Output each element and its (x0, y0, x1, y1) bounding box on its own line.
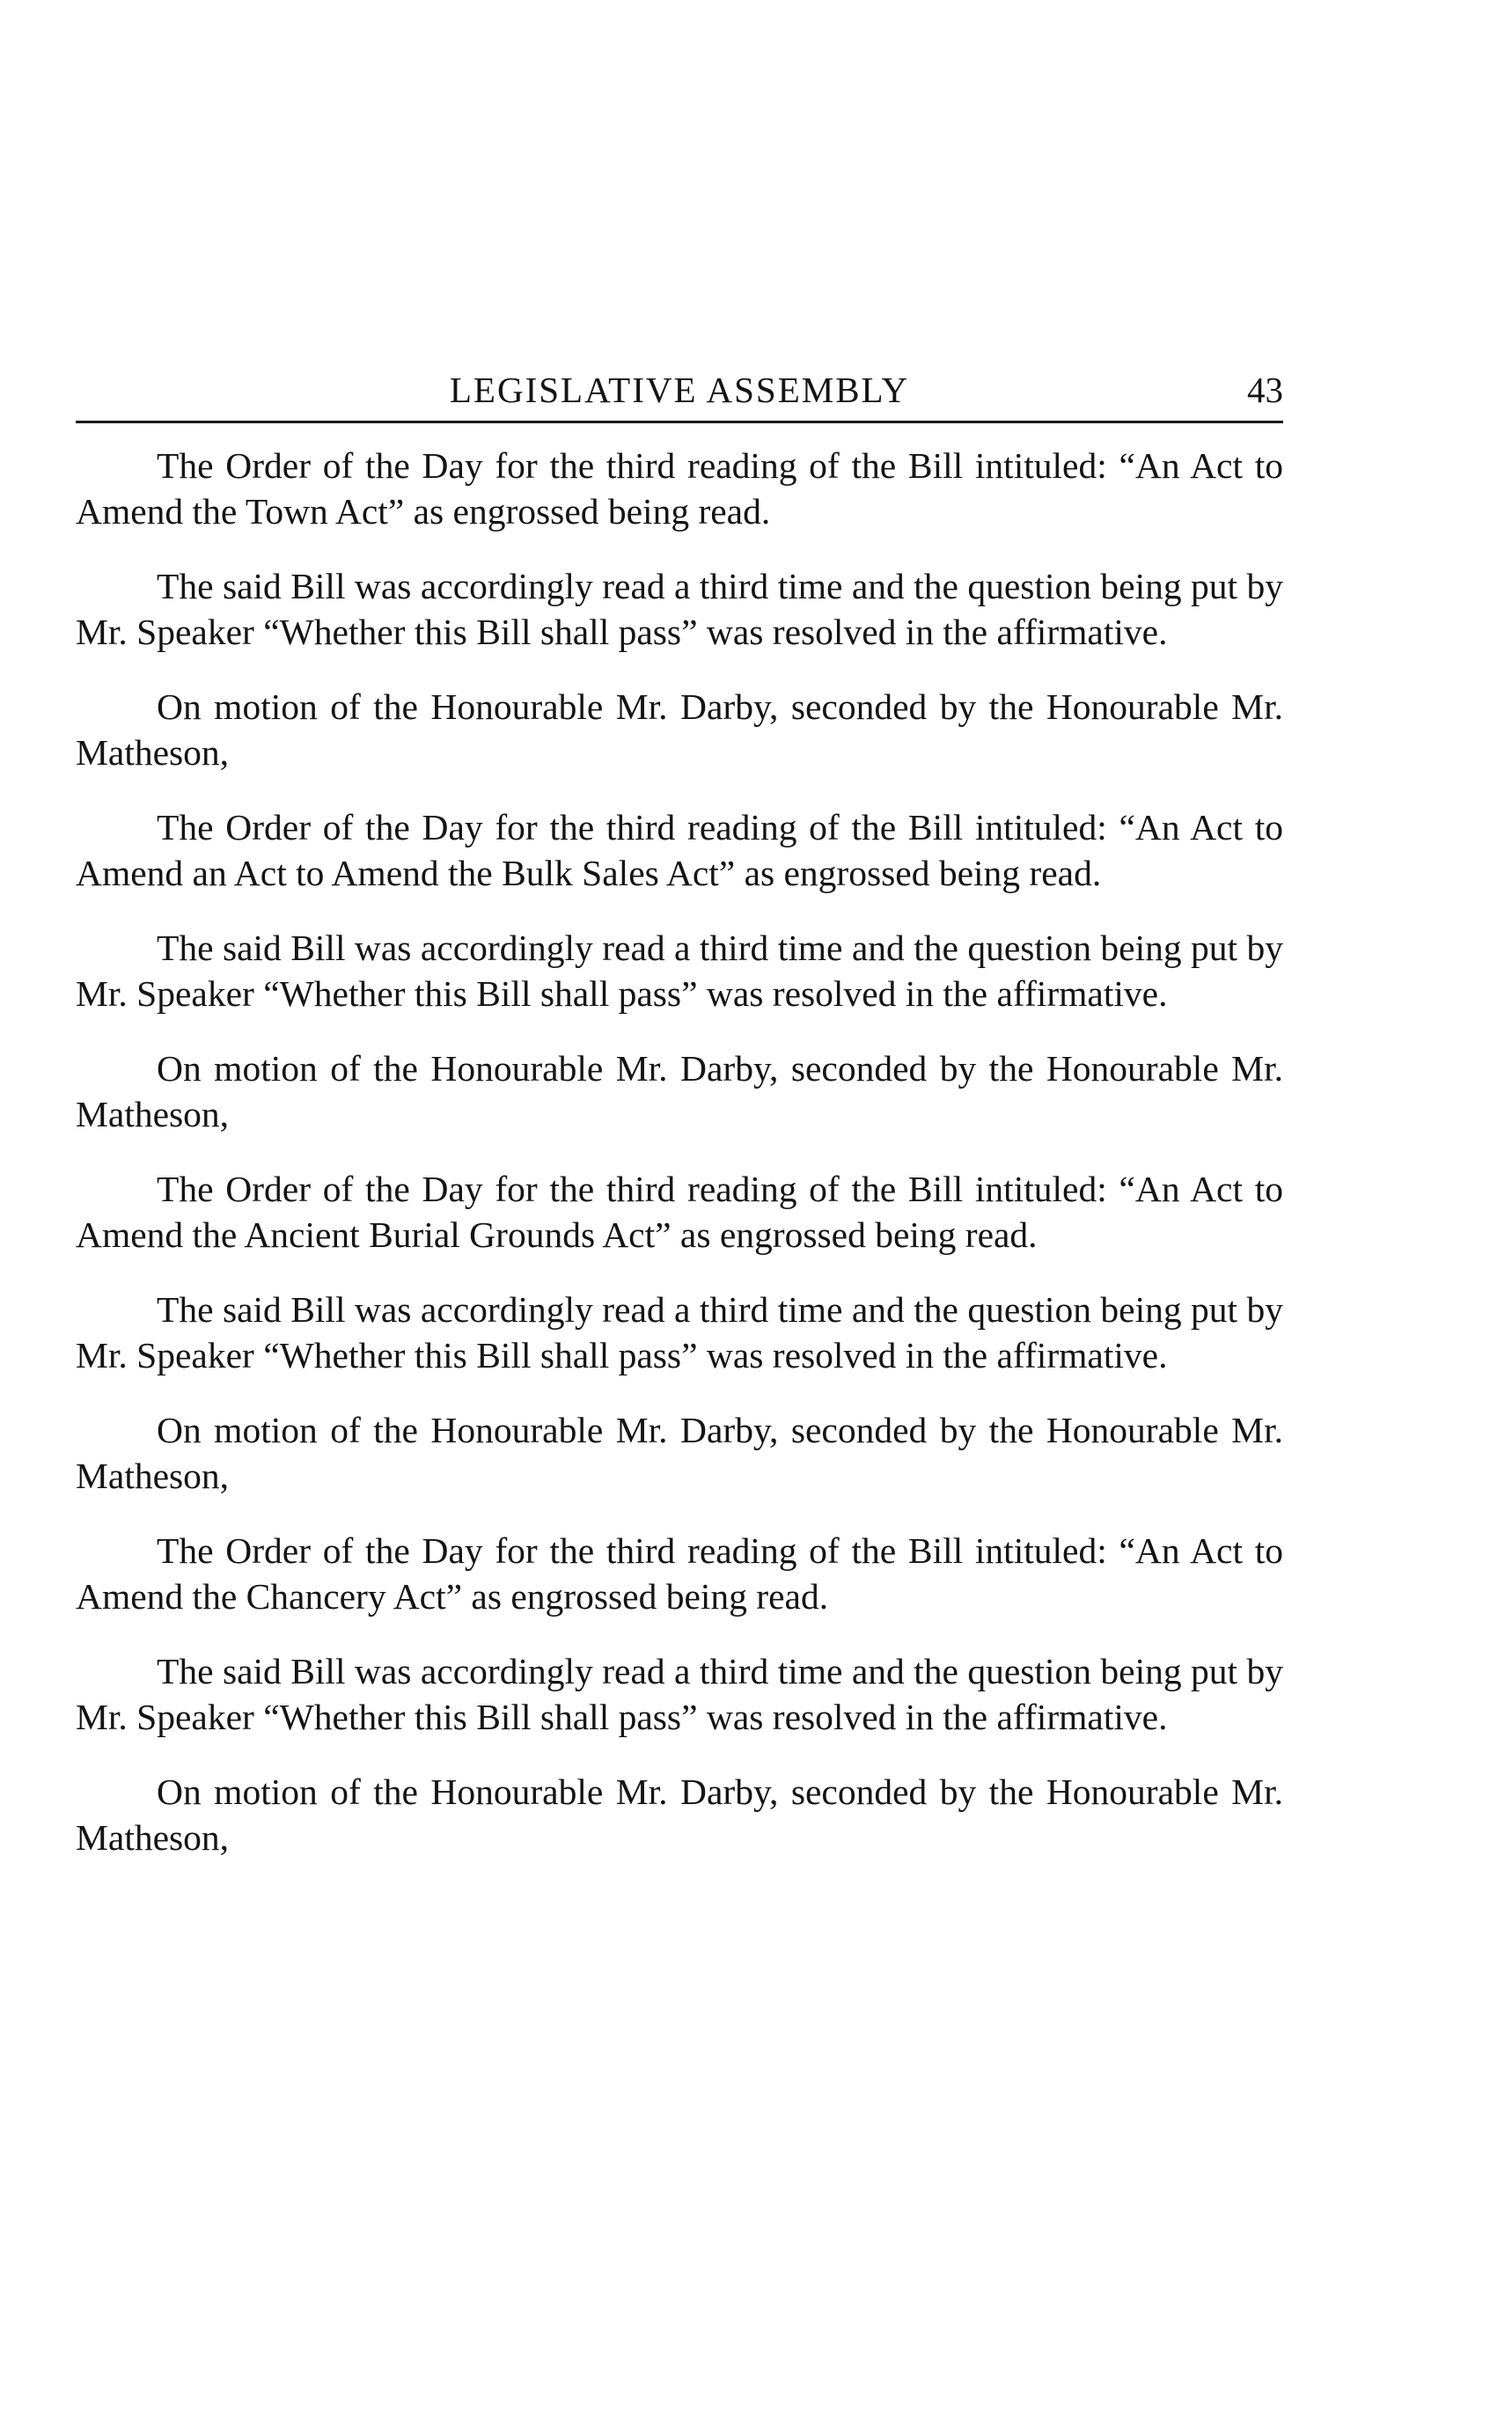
paragraph-order-town-act: The Order of the Day for the third reading of the Bill intituled: “An Act to Amend the Town Act” as engrossed being read. (76, 445, 1283, 532)
paragraph-bill-passed: The said Bill was accordingly read a third time and the question being put by Mr. Speaker “Whether this Bill shall pass” was resolved in the affirmative. (76, 566, 1283, 652)
paragraph-motion: On motion of the Honourable Mr. Darby, seconded by the Honourable Mr. Matheson, (76, 1048, 1283, 1134)
paragraph-order-bulk-sales-act: The Order of the Day for the third reading of the Bill intituled: “An Act to Amend an Act to Amend the Bulk Sales Act” as engrossed being read. (76, 807, 1283, 893)
running-title: LEGISLATIVE ASSEMBLY (449, 370, 910, 410)
paragraph-motion: On motion of the Honourable Mr. Darby, seconded by the Honourable Mr. Matheson, (76, 1410, 1283, 1496)
paragraph-order-burial-grounds-act: The Order of the Day for the third reading of the Bill intituled: “An Act to Amend the Ancient Burial Grounds Act” as engrossed being read. (76, 1169, 1283, 1255)
paragraph-order-chancery-act: The Order of the Day for the third reading of the Bill intituled: “An Act to Amend the Chancery Act” as engrossed being read. (76, 1530, 1283, 1617)
paragraph-bill-passed: The said Bill was accordingly read a third time and the question being put by Mr. Speaker “Whether this Bill shall pass” was resolved in the affirmative. (76, 1289, 1283, 1375)
body-text (76, 443, 1283, 1860)
paragraph-bill-passed: The said Bill was accordingly read a third time and the question being put by Mr. Speaker “Whether this Bill shall pass” was resolved in the affirmative. (76, 928, 1283, 1014)
paragraph-motion: On motion of the Honourable Mr. Darby, seconded by the Honourable Mr. Matheson, (76, 686, 1283, 773)
page-number: 43 (1247, 370, 1283, 410)
paragraph-bill-passed: The said Bill was accordingly read a third time and the question being put by Mr. Speaker “Whether this Bill shall pass” was resolved in the affirmative. (76, 1651, 1283, 1737)
running-header (76, 368, 1283, 423)
paragraph-motion: On motion of the Honourable Mr. Darby, seconded by the Honourable Mr. Matheson, (76, 1771, 1283, 1858)
document-page (76, 368, 1283, 1889)
